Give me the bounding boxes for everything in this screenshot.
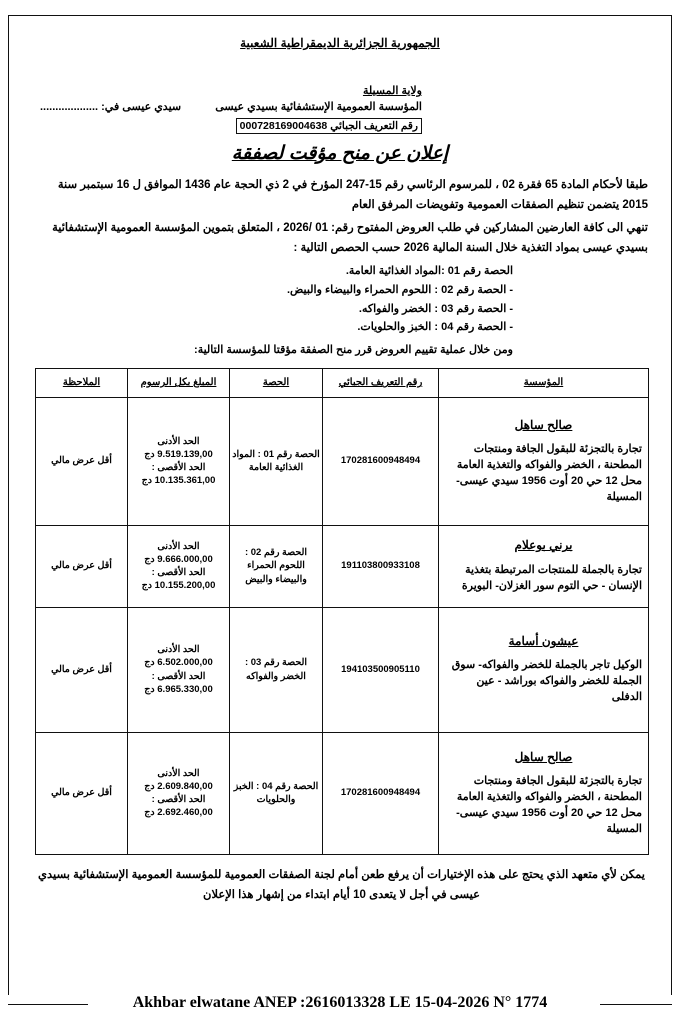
paragraph-award: ومن خلال عملية تقييم العروض قرر منح الصفقة مؤقتا للمؤسسة التالية: — [194, 343, 513, 356]
paragraph-notice: تنهي الى كافة العارضين المشاركين في طلب العروض المفتوح رقم: 01 /2026 ، المتعلق بتموين المؤسسة العمومية الإستشفائية بسيدي عيسى بمواد التغذية خلال السنة المالية 2026 حسب الحصص التالية : — [52, 222, 648, 254]
company-desc: تجارة بالجملة للمنتجات المرتبطة بتغذية الإنسان - حي التوم سور الغزلان- البويرة — [461, 563, 642, 592]
place-date: سيدي عيسى في: ................... — [40, 101, 182, 113]
tax-id-cell: 191103800933108 — [323, 525, 439, 607]
min-label: الحد الأدنى — [157, 644, 200, 656]
paragraph-legal-basis: طبقا لأحكام المادة 65 فقرة 02 ، للمرسوم الرئاسي رقم 15-247 المؤرخ في 2 ذي الحجة عام 1436 الموافق ل 16 سبتمبر سنة 2015 يتضمن تنظيم الصفقات العمومية وتفويضات المرفق العام — [57, 179, 648, 211]
min-value: 9.666.000,00 دج — [144, 553, 213, 565]
min-label: الحد الأدنى — [157, 540, 200, 552]
tax-id-cell: 194103500905110 — [323, 607, 439, 732]
max-label: الحد الأقصى : — [151, 462, 206, 474]
amount-cell — [128, 397, 230, 525]
tax-id-cell: 170281600948494 — [323, 397, 439, 525]
max-value: 2.692.460,00 دج — [144, 807, 213, 819]
amount-cell — [128, 732, 230, 854]
max-label: الحد الأقصى : — [151, 567, 206, 579]
max-value: 10.135.361,00 دج — [141, 475, 216, 487]
col-tax-id: رقم التعريف الجبائي — [323, 368, 439, 397]
tax-id-value: 000728169004638 — [239, 120, 328, 132]
company-desc: تجارة بالتجزئة للبقول الجافة ومنتجات المطحنة ، الخضر والفواكه والتغذية العامة محل 12 حي 20 أوت 1956 سيدي عيسى- المسيلة — [456, 774, 642, 835]
note-cell: أقل عرض مالي — [36, 607, 128, 732]
max-label: الحد الأقصى : — [151, 670, 206, 682]
max-label: الحد الأقصى : — [151, 794, 206, 806]
institution-cell — [439, 732, 649, 854]
republic-heading: الجمهورية الجزائرية الديمقراطية الشعبية — [240, 36, 440, 50]
col-note: الملاحظة — [36, 368, 128, 397]
min-label: الحد الأدنى — [157, 435, 200, 447]
min-value: 2.609.840,00 دج — [144, 780, 213, 792]
lots-list — [35, 262, 648, 337]
institution-name: المؤسسة العمومية الإستشفائية بسيدي عيسى — [215, 101, 422, 113]
publication-footer: Akhbar elwatane ANEP :2616013328 LE 15-04-2026 N° 1774 — [132, 994, 548, 1011]
table-row — [36, 732, 649, 854]
lot-item: - الحصة رقم 02 : اللحوم الحمراء والبيضاء والبيض. — [287, 283, 513, 296]
lot-item: الحصة رقم 01 :المواد الغذائية العامة. — [345, 265, 513, 278]
company-name: عيشون أسامة — [508, 634, 579, 649]
table-row — [36, 525, 649, 607]
note-cell: أقل عرض مالي — [36, 397, 128, 525]
institution-cell — [439, 525, 649, 607]
tax-id-cell: 170281600948494 — [323, 732, 439, 854]
max-value: 10.155.200,00 دج — [141, 580, 216, 592]
lot-cell: الحصة رقم 03 : الخضر والفواكه — [230, 607, 323, 732]
company-desc: الوكيل تاجر بالجملة للخضر والفواكه- سوق الجملة للخضر والفواكه بوراشد - عين الدفلى — [451, 659, 642, 704]
closing-paragraph: يمكن لأي متعهد الذي يحتج على هذه الإختيارات أن يرفع طعن أمام لجنة الصفقات العمومية للمؤسسة العمومية الإستشفائية بسيدي عيسى في أجل لا يتعدى 10 أيام ابتداء من إشهار هذا الإعلان — [38, 868, 645, 902]
content-flow — [35, 176, 648, 906]
lot-item: - الحصة رقم 03 : الخضر والفواكه. — [358, 302, 513, 315]
company-desc: تجارة بالتجزئة للبقول الجافة ومنتجات المطحنة ، الخضر والفواكه والتغذية العامة محل 12 حي 20 أوت 1956 سيدي عيسى- المسيلة — [456, 442, 642, 503]
institution-cell — [439, 397, 649, 525]
amount-cell — [128, 525, 230, 607]
lot-item: - الحصة رقم 04 : الخبز والحلويات. — [357, 321, 513, 334]
award-table — [35, 368, 649, 855]
note-cell: أقل عرض مالي — [36, 732, 128, 854]
tax-id-box — [236, 118, 422, 134]
table-row — [36, 397, 649, 525]
company-name: برني بوعلام — [514, 538, 573, 553]
page-title: إعلان عن منح مؤقت لصفقة — [231, 143, 449, 164]
max-value: 6.965.330,00 دج — [144, 683, 213, 695]
wilaya: ولاية المسيلة — [362, 85, 422, 97]
min-label: الحد الأدنى — [157, 767, 200, 779]
lot-cell: الحصة رقم 04 : الخبز والحلويات — [230, 732, 323, 854]
col-lot: الحصة — [230, 368, 323, 397]
table-header-row — [36, 368, 649, 397]
col-institution: المؤسسة — [439, 368, 649, 397]
company-name: صالح ساهل — [514, 749, 573, 764]
lot-cell: الحصة رقم 01 : المواد الغذائية العامة — [230, 397, 323, 525]
min-value: 9.519.139,00 دج — [144, 448, 213, 460]
tax-id-label: رقم التعريف الجبائي — [330, 120, 418, 132]
company-name: صالح ساهل — [514, 417, 573, 432]
institution-cell — [439, 607, 649, 732]
amount-cell — [128, 607, 230, 732]
min-value: 6.502.000,00 دج — [144, 657, 213, 669]
table-row — [36, 607, 649, 732]
lot-cell: الحصة رقم 02 : اللحوم الحمراء والبيضاء والبيض — [230, 525, 323, 607]
note-cell: أقل عرض مالي — [36, 525, 128, 607]
col-amount: المبلغ بكل الرسوم — [128, 368, 230, 397]
